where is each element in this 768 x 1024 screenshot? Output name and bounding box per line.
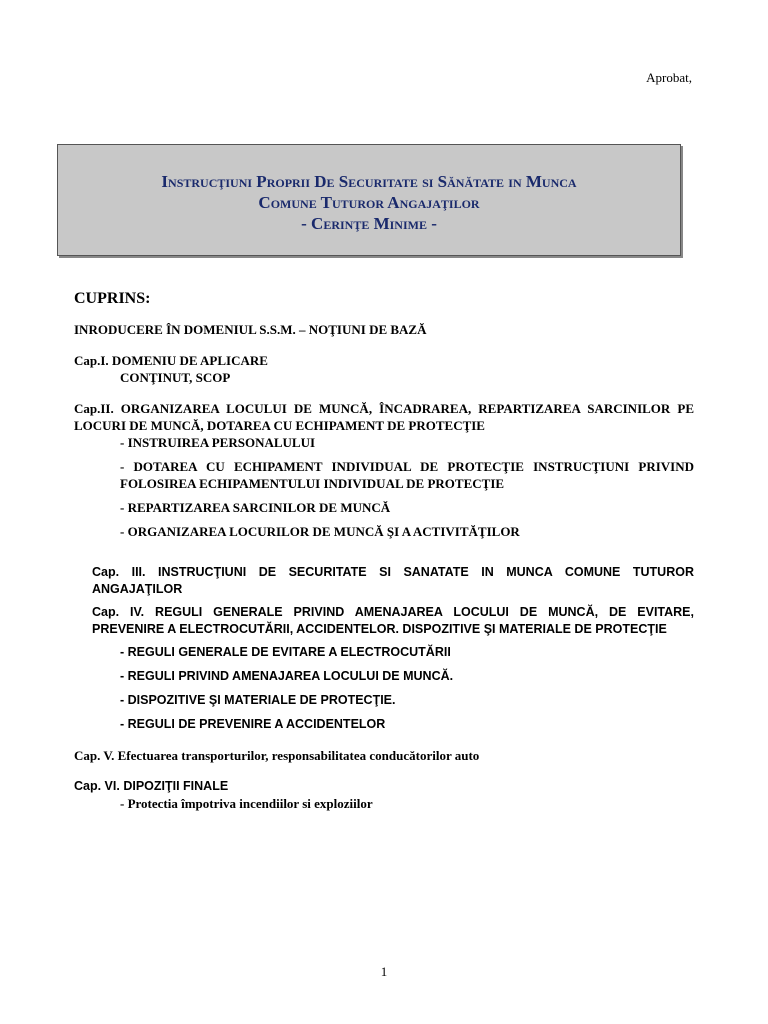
- approved-label: Aprobat,: [646, 70, 692, 85]
- toc-cap6: [74, 778, 694, 812]
- toc-cap2-item-3: - REPARTIZAREA SARCINILOR DE MUNCĂ: [120, 500, 391, 515]
- toc-intro: INRODUCERE ÎN DOMENIUL S.S.M. – NOŢIUNI DE BAZĂ: [74, 322, 427, 337]
- document-title-box: [57, 144, 681, 256]
- toc-cap4-item-2: - REGULI PRIVIND AMENAJAREA LOCULUI DE MUNCĂ.: [120, 669, 454, 683]
- title-line-1: Instrucţiuni Proprii De Securitate si Sănătate in Munca: [161, 172, 577, 191]
- toc-cap6-title: Cap. VI. DIPOZIŢII FINALE: [74, 779, 229, 793]
- toc-cap2-text: Cap.II. ORGANIZAREA LOCULUI DE MUNCĂ, ÎNCADRAREA, REPARTIZAREA SARCINILOR PE LOCURI DE MUNCĂ, DOTAREA CU ECHIPAMENT DE PROTECŢIE: [74, 401, 694, 433]
- toc-cap2: [74, 400, 694, 540]
- toc-heading: CUPRINS:: [74, 290, 151, 307]
- toc-cap2-item-2: - DOTAREA CU ECHIPAMENT INDIVIDUAL DE PROTECŢIE INSTRUCŢIUNI PRIVIND FOLOSIREA ECHIPAMENTULUI INDIVIDUAL DE PROTECŢIE: [120, 459, 694, 491]
- toc-cap4-item-4: - REGULI DE PREVENIRE A ACCIDENTELOR: [120, 717, 386, 731]
- toc-cap4-text: Cap. IV. REGULI GENERALE PRIVIND AMENAJAREA LOCULUI DE MUNCĂ, DE EVITARE, PREVENIRE A ELECTROCUTĂRII, ACCIDENTELOR. DISPOZITIVE ŞI MATERIALE DE PROTECŢIE: [92, 605, 694, 636]
- toc-cap3: Cap. III. INSTRUCŢIUNI DE SECURITATE SI SANATATE IN MUNCA COMUNE TUTUROR ANGAJAŢILOR: [92, 565, 694, 596]
- toc-cap4-item-3: - DISPOZITIVE ŞI MATERIALE DE PROTECŢIE.: [120, 693, 396, 707]
- page-number: 1: [380, 964, 388, 979]
- toc-cap5: Cap. V. Efectuarea transporturilor, responsabilitatea conducătorilor auto: [74, 748, 480, 763]
- toc-cap1-line2: CONŢINUT, SCOP: [120, 370, 231, 385]
- toc-cap4-item-1: - REGULI GENERALE DE EVITARE A ELECTROCUTĂRII: [120, 645, 451, 659]
- toc-cap2-item-1: - INSTRUIREA PERSONALULUI: [120, 435, 316, 450]
- toc-cap6-item: - Protectia împotriva incendiilor si exploziilor: [120, 796, 373, 811]
- toc-cap2-item-4: - ORGANIZAREA LOCURILOR DE MUNCĂ ŞI A ACTIVITĂŢILOR: [120, 524, 520, 539]
- toc-cap1-line1: Cap.I. DOMENIU DE APLICARE: [74, 353, 268, 368]
- toc-cap1: [74, 352, 694, 386]
- table-of-contents: [74, 290, 694, 812]
- title-line-3: - Cerinţe Minime -: [301, 214, 437, 233]
- title-line-2: Comune Tuturor Angajaţilor: [258, 193, 480, 212]
- toc-cap4: [74, 604, 694, 733]
